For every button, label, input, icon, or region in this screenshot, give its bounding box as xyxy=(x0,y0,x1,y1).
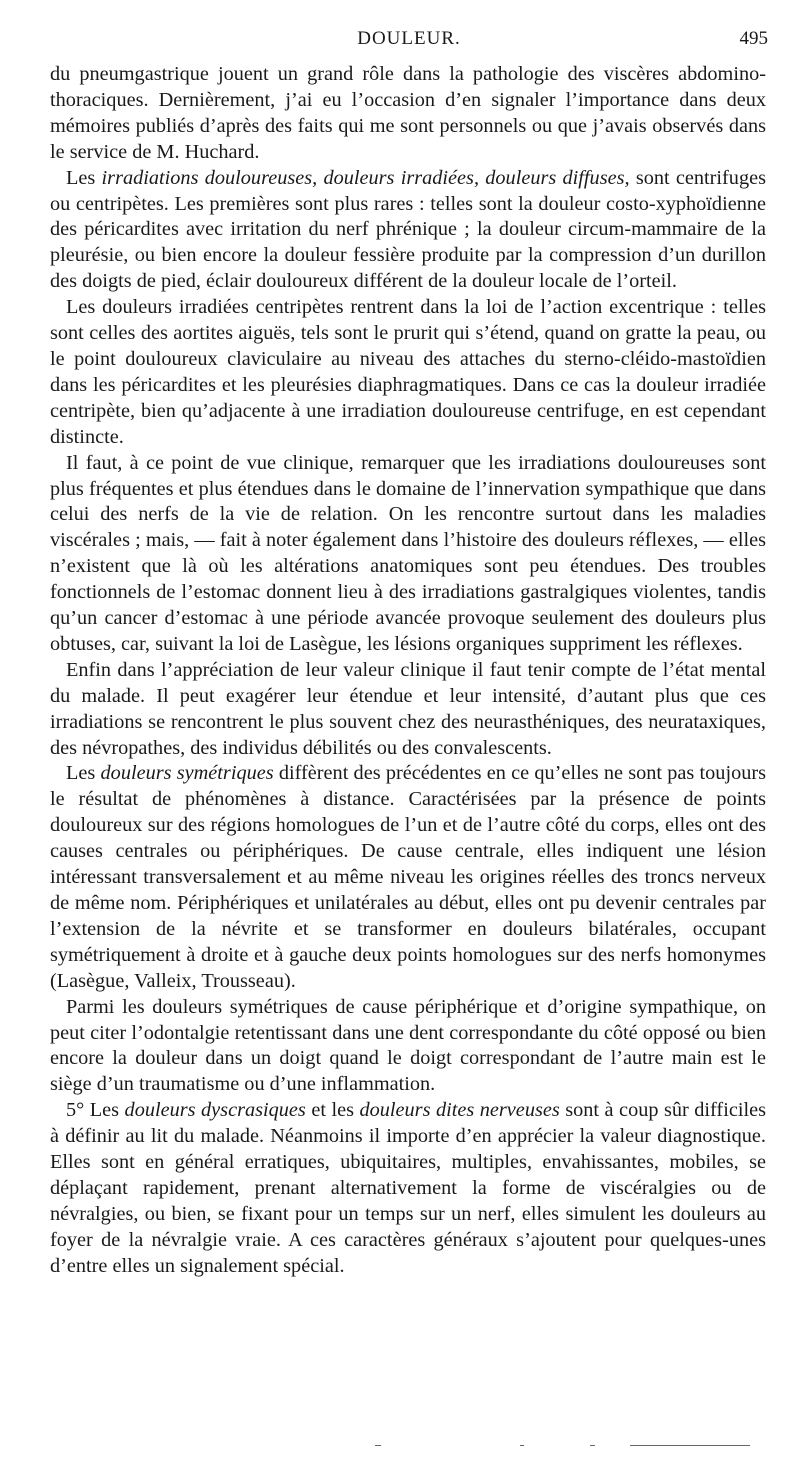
bleed-mark xyxy=(630,1445,750,1446)
paragraph-centripetes xyxy=(50,295,766,450)
paragraph-dyscrasiques xyxy=(50,1098,766,1279)
text-run: sont centrifuges ou centripètes. Les premières sont plus rares : telles sont la douleur costo-xyphoïdienne des péricardites avec irritation du nerf phrénique ; la douleur circum-mammaire de la pleurésie, ou bien encore la douleur fessière produite par la compression d’un durillon des doigts de pied, éclair douloureux différent de la douleur locale de l’orteil. xyxy=(50,166,766,293)
text-run: Il faut, à ce point de vue clinique, remarquer que les irradiations douloureuses sont plus fréquentes et plus étendues dans le domaine de l’innervation sympathique que dans celui des nerfs de la vie de relation. On les rencontre surtout dans les maladies viscérales ; mais, — fait à noter également dans l’histoire des douleurs réflexes, — elles n’existent que là où les altérations anatomiques sont peu étendues. Des troubles fonctionnels de l’estomac donnent lieu à des irradiations gastralgiques violentes, tandis qu’un cancer d’estomac à une période avancée provoque seulement des douleurs plus obtuses, car, suivant la loi de Lasègue, les lésions organiques suppriment les réflexes. xyxy=(50,451,766,655)
running-title: DOULEUR. xyxy=(357,28,461,49)
paragraph-symetriques xyxy=(50,761,766,994)
bleed-mark xyxy=(375,1445,381,1446)
italic-term: douleurs symétriques xyxy=(100,762,274,785)
italic-term: douleurs dyscrasiques xyxy=(124,1099,306,1122)
body-text xyxy=(50,62,766,1280)
text-run: sont à coup sûr difficiles à définir au lit du malade. Néanmoins il importe d’en apprécier la valeur diagnostique. Elles sont en général erratiques, ubiquitaires, multiples, envahissantes, mobiles, se déplaçant rapidement, prenant alternativement la forme de viscéralgies ou de névralgies, ou bien, se fixant pour un temps sur un nerf, elles simulent les douleurs au foyer de la névralgie vraie. A ces caractères généraux s’ajoutent pour quelques-unes d’entre elles un signalement spécial. xyxy=(50,1099,766,1277)
paragraph-continued xyxy=(50,62,766,166)
bleed-mark xyxy=(590,1445,595,1446)
paragraph-sympathique xyxy=(50,995,766,1099)
text-run: Les xyxy=(66,166,102,189)
running-head xyxy=(50,28,768,54)
paragraph-etat-mental xyxy=(50,658,766,762)
page-number: 495 xyxy=(739,28,768,49)
text-run: du pneumgastrique jouent un grand rôle dans la pathologie des viscères abdomino-thoraciques. Dernièrement, j’ai eu l’occasion d’en signaler l’importance dans deux mémoires publiés d’après des faits qui me sont personnels ou que j’avais observés dans le service de M. Huchard. xyxy=(50,63,766,163)
text-run: 5° Les xyxy=(66,1099,125,1122)
bleed-mark xyxy=(520,1445,524,1446)
paragraph-irradiations xyxy=(50,166,766,296)
text-run: Parmi les douleurs symétriques de cause périphérique et d’origine sympathique, on peut citer l’odontalgie retentissant dans une dent correspondante du côté opposé ou bien encore la douleur dans un doigt quand le doigt correspondant de l’autre main est le siège d’un traumatisme ou d’une inflammation. xyxy=(50,995,766,1096)
text-run: diffèrent des précédentes en ce qu’elles ne sont pas toujours le résultat de phénomènes à distance. Caractérisées par la présence de points douloureux sur des régions homologues de l’un et de l’autre côté du corps, elles ont des causes centrales ou périphériques. De cause centrale, elles indiquent une lésion intéressant transversalement et au même niveau les origines réelles des troncs nerveux de même nom. Périphériques et unilatérales au début, elles ont pu devenir centrales par l’extension de la névrite et se transformer en douleurs bilatérales, occupant symétriquement à droite et à gauche deux points homologues sur des nerfs homonymes (Lasègue, Valleix, Trousseau). xyxy=(50,762,767,992)
text-run: et les xyxy=(305,1099,360,1122)
text-run: Les douleurs irradiées centripètes rentrent dans la loi de l’action excentrique : telles sont celles des aortites aiguës, tels sont le prurit qui s’étend, quand on gratte la peau, ou le point douloureux claviculaire au niveau des attaches du sterno-cléido-mastoïdien dans les péricardites et les pleurésies diaphragmatiques. Dans ce cas la douleur irradiée centripète, bien qu’adjacente à une irradiation douloureuse centrifuge, en est cependant distincte. xyxy=(50,296,766,448)
italic-term: douleurs dites nerveuses xyxy=(359,1099,560,1122)
paragraph-clinique xyxy=(50,451,766,658)
text-run: Enfin dans l’appréciation de leur valeur clinique il faut tenir compte de l’état mental du malade. Il peut exagérer leur étendue et leur intensité, d’autant plus que ces irradiations se rencontrent le plus souvent chez des neurasthéniques, des neurataxiques, des névropathes, des individus débilités ou des convalescents. xyxy=(50,658,766,759)
italic-term: irradiations douloureuses, douleurs irradiées, douleurs diffuses, xyxy=(101,166,630,189)
print-bleed-marks xyxy=(375,1443,755,1449)
text-run: Les xyxy=(66,762,101,785)
